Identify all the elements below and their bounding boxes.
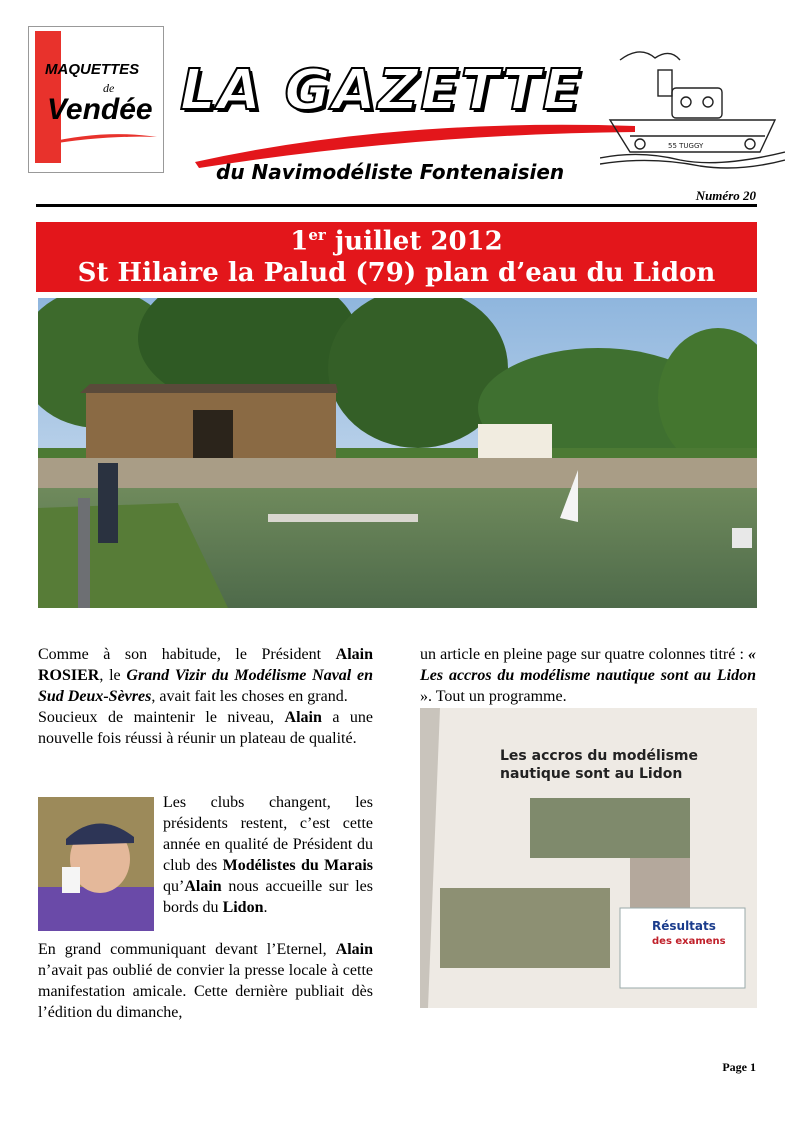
text-run: , avait fait les choses en grand.	[151, 688, 348, 705]
person-name: Alain	[184, 878, 222, 895]
text-run: un article en pleine page sur quatre colonnes titré :	[420, 646, 748, 663]
text-run: n’avait pas oublié de convier la presse locale à cette manifestation amicale. Cette dernière publiait dès l’édition du dimanche,	[38, 962, 373, 1021]
ad-title-2: des examens	[652, 936, 726, 947]
text-run: Les clubs changent, les présidents restent, c’est cette année en qualité de Président du club des	[163, 794, 373, 874]
event-date	[36, 226, 757, 257]
event-place: St Hilaire la Palud (79) plan d’eau du Lidon	[77, 258, 716, 288]
text-run: a une nouvelle fois réussi à réunir un plateau de qualité.	[38, 709, 374, 747]
article-column-1	[38, 644, 373, 749]
event-day: 1	[290, 226, 309, 257]
text-run: Comme à son habitude, le Président	[38, 646, 336, 663]
text-run: Soucieux de maintenir le niveau,	[38, 709, 285, 726]
logo-text-maquettes: MAQUETTES	[45, 61, 140, 78]
text-run: qu’	[163, 878, 185, 895]
club-logo	[28, 26, 164, 173]
text-run: , le	[99, 667, 127, 684]
newspaper-photo	[420, 708, 757, 1008]
newspaper-headline-1: Les accros du modélisme	[500, 748, 698, 764]
honorific-title: Grand Vizir du Modélisme Naval en Sud Deux-Sèvres	[38, 667, 373, 705]
tug-name-label: 55 TUGGY	[668, 142, 704, 150]
event-month-year: juillet 2012	[325, 226, 503, 257]
person-name: Alain ROSIER	[38, 646, 373, 684]
article-paragraph-2	[38, 707, 373, 749]
lake-photo	[38, 298, 757, 608]
header-rule	[36, 204, 757, 207]
article-quote: « Les accros du modélisme nautique sont au Lidon	[420, 646, 756, 684]
article-column-2	[420, 644, 756, 707]
person-name: Alain	[335, 941, 373, 958]
event-banner	[36, 222, 757, 292]
gazette-subtitle: du Navimodéliste Fontenaisien	[216, 160, 565, 184]
newspaper-headline-2: nautique sont au Lidon	[500, 766, 683, 782]
text-run: En grand communiquant devant l’Eternel,	[38, 941, 336, 958]
article-paragraph-1	[38, 644, 373, 707]
ad-title-1: Résultats	[652, 919, 716, 933]
text-run: ». Tout un programme.	[420, 688, 567, 705]
portrait-photo	[38, 797, 154, 931]
article-paragraph-3	[163, 792, 373, 918]
text-run: nous accueille sur les bords du	[163, 878, 373, 916]
gazette-title: LA GAZETTE	[180, 58, 583, 123]
logo-swoosh	[45, 131, 157, 145]
club-name: Modélistes du Marais	[222, 857, 374, 874]
event-day-suffix: er	[308, 226, 326, 244]
logo-text-vendee: Vendée	[47, 93, 153, 126]
place-name: Lidon	[222, 899, 264, 916]
issue-number: Numéro 20	[695, 188, 756, 203]
page-number: Page 1	[722, 1060, 756, 1074]
logo-text-de: de	[103, 81, 115, 95]
person-name: Alain	[284, 709, 322, 726]
article-paragraph-4	[38, 939, 373, 1023]
text-run: .	[263, 899, 268, 916]
tugboat-illustration	[600, 40, 785, 170]
